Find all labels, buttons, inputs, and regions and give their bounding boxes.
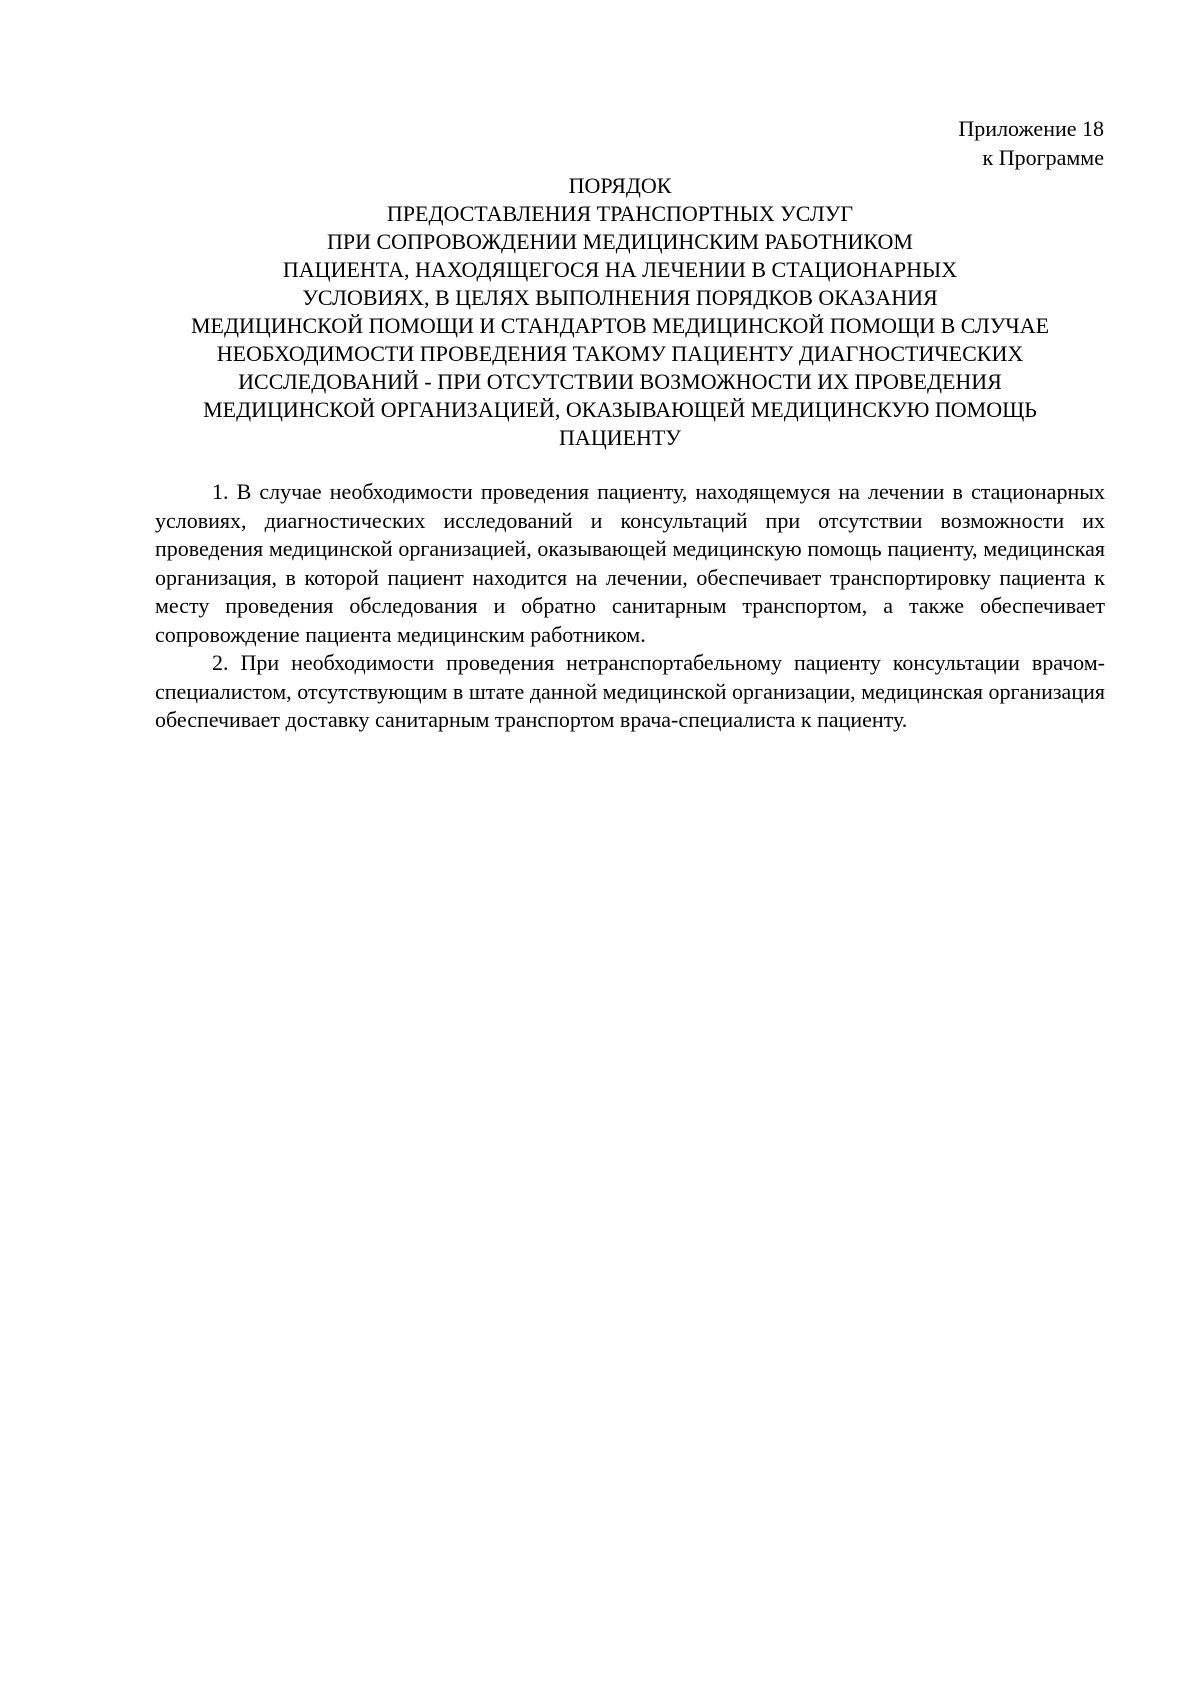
title-line: ПАЦИЕНТА, НАХОДЯЩЕГОСЯ НА ЛЕЧЕНИИ В СТАЦИОНАРНЫХ <box>282 257 958 282</box>
title-line: ПОРЯДОК <box>568 173 672 198</box>
title-line: ПРИ СОПРОВОЖДЕНИИ МЕДИЦИНСКИМ РАБОТНИКОМ <box>326 229 913 254</box>
paragraph-1: 1. В случае необходимости проведения пациенту, находящемуся на лечении в стационарных условиях, диагностических исследований и консультаций при отсутствии возможности их проведения медицинской организацией, оказывающей медицинскую помощь пациенту, медицинская организация, в которой пациент находится на лечении, обеспечивает транспортировку пациента к месту проведения обследования и обратно санитарным транспортом, а также обеспечивает сопровождение пациента медицинским работником. <box>155 479 1105 647</box>
title-line: УСЛОВИЯХ, В ЦЕЛЯХ ВЫПОЛНЕНИЯ ПОРЯДКОВ ОКАЗАНИЯ <box>302 285 938 310</box>
title-line: НЕОБХОДИМОСТИ ПРОВЕДЕНИЯ ТАКОМУ ПАЦИЕНТУ ДИАГНОСТИЧЕСКИХ <box>216 341 1024 366</box>
appendix-program-ref: к Программе <box>982 145 1104 170</box>
title-line: ПРЕДОСТАВЛЕНИЯ ТРАНСПОРТНЫХ УСЛУГ <box>386 201 854 226</box>
appendix-reference <box>958 114 1104 172</box>
appendix-number: Приложение 18 <box>958 116 1104 141</box>
title-line: МЕДИЦИНСКОЙ ОРГАНИЗАЦИЕЙ, ОКАЗЫВАЮЩЕЙ МЕДИЦИНСКУЮ ПОМОЩЬ <box>203 397 1037 422</box>
title-line: ИССЛЕДОВАНИЙ - ПРИ ОТСУТСТВИИ ВОЗМОЖНОСТИ ИХ ПРОВЕДЕНИЯ <box>238 369 1002 394</box>
paragraph-2: 2. При необходимости проведения нетранспортабельному пациенту консультации врачом-специалистом, отсутствующим в штате данной медицинской организации, медицинская организация обеспечивает доставку санитарным транспортом врача-специалиста к пациенту. <box>155 650 1105 732</box>
title-line: МЕДИЦИНСКОЙ ПОМОЩИ И СТАНДАРТОВ МЕДИЦИНСКОЙ ПОМОЩИ В СЛУЧАЕ <box>190 313 1050 338</box>
title-line: ПАЦИЕНТУ <box>559 425 681 450</box>
document-title <box>140 172 1100 452</box>
document-body <box>155 478 1105 735</box>
